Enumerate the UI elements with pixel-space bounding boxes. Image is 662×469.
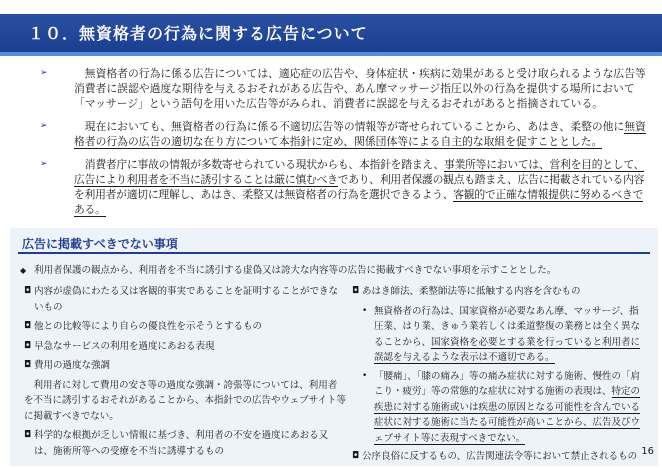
text-run: 無資格者の行為は、国家資格が必要なあん摩、マッサージ、指圧業、はり業、きゅう業若しくは柔道整復の業務とは全く異なることから、: [374, 305, 641, 348]
diamond-icon: ◆: [20, 266, 27, 275]
arrow-bullet-icon: ➢: [40, 121, 48, 131]
text-run: であり、利用者保護の観点も踏まえ、広告に掲載されている内容を利用者が適切に理解し、あはき、柔整又は無資格者の行為を選択できるよう、: [74, 173, 645, 201]
checklist-item-text: 早急なサービスの利用を過度にあおる表現: [34, 340, 215, 352]
text-run: 「腰痛」、「膝の痛み」等の痛み症状に対する施術、慢性の「肩こり・疲労」等の常態的な症状に対する施術の表現は、: [374, 370, 641, 397]
banner-stripe: [0, 52, 662, 56]
intro-bullets: [40, 66, 650, 225]
sub-item: [362, 369, 648, 447]
checkbox-square-icon: ◘: [24, 430, 32, 440]
underlined-text: 事業所等においては、営利を目的として、広告により利用者を不当に誘引することは厳に慎むべき: [74, 158, 645, 186]
checklist-item-text: 公序良俗に反するもの、広告関連法令等において禁止されるもの: [362, 451, 638, 462]
left-item-column: [24, 284, 346, 463]
intro-bullet-text: [74, 66, 650, 111]
underlined-text: 特定の疾患に対する施術或いは疾患の原因となる可能性を含んでいる症状に対する施術に当たる可能性が高いことから、広告及びウェブサイト等に表現すべきでない。: [374, 386, 641, 444]
item-note: 利用者に対して費用の安さ等の過度な強調・誇張等については、利用者を不当に誘引するおそれがあることから、本指針での広告やウェブサイト等に掲載すべきでない。: [24, 379, 346, 422]
checklist-item: [24, 358, 346, 374]
arrow-bullet-icon: ➢: [40, 68, 48, 78]
checklist-item: [24, 284, 346, 315]
underlined-text: 無資格者の行為の広告の適切な在り方について本指針に定め、関係団体等による自主的な取組を促すこととした。: [74, 120, 646, 148]
checkbox-square-icon: ◘: [24, 340, 32, 351]
page-number: 16: [641, 446, 654, 457]
sub-item: [362, 304, 648, 366]
checklist-item-text: 費用の過度な強調: [34, 360, 111, 371]
checklist-item: [24, 428, 346, 459]
intro-bullet: [40, 119, 650, 149]
right-item-column: [352, 284, 648, 469]
checkbox-square-icon: ◘: [24, 360, 32, 370]
bullet-dot-icon: •: [362, 305, 368, 316]
underlined-text: 国家資格を必要とする業を行っていると利用者に誤認を与えるような表示は不適切である。: [374, 336, 641, 363]
intro-bullet-text: [74, 119, 650, 149]
checkbox-square-icon: ◘: [352, 451, 360, 461]
panel-title: 広告に掲載すべきでない事項: [18, 236, 650, 254]
text-run: 無資格者の行為に係る広告については、適応症の広告や、身体症状・疾病に効果があると受け取られるような広告等消費者に誤認や過度な期待を与えるおそれがある広告や、あん摩マッサージ指圧以外の行為を提供する場所において「マッサージ」という語句を用いた広告等がみられ、消費者に誤認を与えるおそれがあると指摘されている。: [74, 67, 646, 110]
arrow-bullet-icon: ➢: [40, 159, 48, 169]
checkbox-square-icon: ◘: [24, 321, 32, 331]
text-run: 現在においても、無資格者の行為に係る不適切広告等の情報等が寄せられていることから、あはき、柔整の他に: [84, 120, 625, 133]
text-run: 消費者庁に事故の情報が多数寄せられている現状からも、本指針を踏まえ、: [84, 158, 445, 171]
intro-bullet: [40, 66, 650, 111]
bullet-dot-icon: •: [362, 370, 368, 381]
checklist-item-text: 内容が虚偽にわたる又は客観的事実であることを証明することができないもの: [34, 286, 339, 313]
policy-statement: [20, 264, 556, 278]
sub-item-text: [374, 369, 648, 447]
checklist-item-text: あはき師法、柔整師法等に抵触する内容を含むもの: [362, 286, 581, 297]
page-title: １０．無資格者の行為に関する広告について: [28, 24, 368, 43]
checklist-item: [24, 319, 346, 335]
section-title-banner: [0, 14, 662, 54]
sub-item-text: [374, 304, 648, 366]
intro-bullet-text: [74, 157, 650, 217]
checkbox-square-icon: ◘: [352, 286, 360, 296]
underlined-text: 客観的で正確な情報提供に努めるべきである。: [74, 188, 644, 216]
checkbox-square-icon: ◘: [24, 286, 32, 296]
checklist-item-text: 科学的な根拠が乏しい情報に基づき、利用者の不安を過度にあおる又は、施術所等への受療を不当に誘導するもの: [34, 430, 329, 457]
checklist-item: [24, 339, 346, 355]
intro-bullet: [40, 157, 650, 217]
prohibited-items-panel: [10, 228, 658, 466]
checklist-item: [352, 449, 648, 465]
policy-text: 利用者保護の観点から、利用者を不当に誘引する虚偽又は誇大な内容等の広告に掲載すべきでない事項を示すこととした。: [34, 265, 557, 276]
checklist-item-text: 他との比較等により自らの優良性を示そうとするもの: [34, 321, 263, 332]
checklist-item: [352, 284, 648, 300]
